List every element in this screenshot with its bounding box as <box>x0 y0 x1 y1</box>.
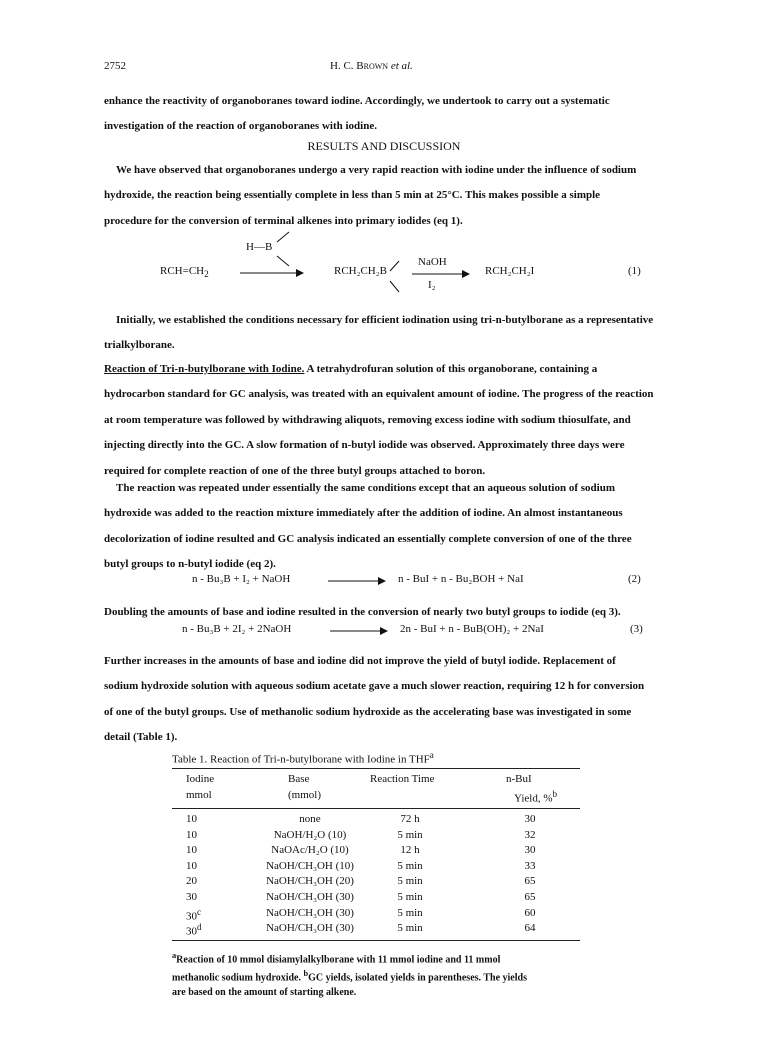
table-header-rule <box>172 808 580 809</box>
cell-time: 72 h <box>400 813 420 825</box>
col-header-time: Reaction Time <box>370 773 435 785</box>
cell-iodine: 30$^d$ <box>186 922 202 938</box>
text-line: detail (Table 1). <box>104 731 178 744</box>
eq1-iodine: I₂ <box>428 279 436 291</box>
cell-yield: 33 <box>524 859 536 872</box>
footnote-line: are based on the amount of starting alkene. <box>172 986 357 998</box>
eq2-reactants: n - Bu₃B + I₂ + NaOH <box>192 573 291 585</box>
cell-iodine: 20 <box>186 875 197 888</box>
text-line: hydroxide was added to the reaction mixture immediately after the addition of iodine. An almost instantaneous <box>104 507 623 520</box>
cell-iodine: 30 <box>186 891 197 903</box>
text-line: hydrocarbon standard for GC analysis, was treated with an equivalent amount of iodine. The progress of the reaction <box>104 388 654 401</box>
eq3-reactants: n - Bu₃B + 2I₂ + 2NaOH <box>182 623 292 635</box>
eq1-reactant <box>160 265 209 279</box>
eq3-products: 2n - BuI + n - BuB(OH)₂ + 2NaI <box>400 623 544 635</box>
page-number: 2752 <box>104 60 126 72</box>
cell-iodine: 10 <box>186 828 197 841</box>
col-header-iodine: Iodine <box>186 773 215 785</box>
eq1-reactant-sub: 2 <box>204 269 209 280</box>
cell-iodine: 30$^c$ <box>186 906 202 923</box>
footnote-b-mark: b <box>303 969 309 979</box>
table-caption <box>172 750 434 766</box>
header-author: H. C. Brown <box>330 60 389 72</box>
text-line: hydroxide, the reaction being essentially complete in less than 5 min at 25°C. This makes possible a simple <box>104 189 601 202</box>
yield-unit-text: Yield, % <box>514 792 553 805</box>
eq3-arrow <box>330 624 390 638</box>
subsection-heading: Reaction of Tri-n-butylborane with Iodine. <box>104 363 305 375</box>
text-line: sodium hydroxide solution with aqueous sodium acetate gave a much slower reaction, requiring 12 h for conversion <box>104 680 645 693</box>
text-line: of one of the butyl groups. Use of methanolic sodium hydroxide as the accelerating base was investigated in some <box>104 705 632 718</box>
table-caption-text: Table 1. Reaction of Tri-n-butylborane with Iodine in THF <box>172 753 430 766</box>
cell-base: NaOH/CH₃OH (10) <box>266 859 354 872</box>
cell-yield: 64 <box>524 922 536 935</box>
cell-base: NaOH/H₂O (10) <box>273 828 347 841</box>
cell-base: NaOH/CH₃OH (20) <box>266 875 354 888</box>
cell-iodine-sup: d <box>197 922 202 933</box>
tributylborane-paragraph <box>104 357 660 484</box>
cell-base: none <box>299 813 321 825</box>
eq1-product: RCH₂CH₂I <box>485 265 535 277</box>
eq2-arrow <box>328 574 388 588</box>
cell-time: 5 min <box>397 828 423 841</box>
text-line: procedure for the conversion of terminal alkenes into primary iodides (eq 1). <box>104 214 463 227</box>
eq2-number: (2) <box>628 573 641 585</box>
col-header-base-unit: (mmol) <box>288 789 321 801</box>
cell-yield: 30 <box>524 844 536 857</box>
intro-paragraph <box>104 89 660 140</box>
col-header-yield: n-BuI <box>506 773 532 785</box>
cell-base: NaOH/CH₃OH (30) <box>266 922 354 935</box>
footnote-a-mark: a <box>172 951 177 960</box>
results-paragraph <box>104 158 660 234</box>
cell-yield: 60 <box>524 906 536 919</box>
col-header-base: Base <box>288 773 310 785</box>
table-caption-sup: a <box>429 750 434 760</box>
text-line: required for complete reaction of one of the three butyl groups attached to boron. <box>104 464 486 477</box>
text-line: at room temperature was followed by withdrawing aliquots, removing excess iodine with sodium thiosulfate, and <box>104 413 631 426</box>
repeat-paragraph <box>104 476 660 578</box>
section-title: RESULTS AND DISCUSSION <box>307 139 461 153</box>
cell-time: 5 min <box>397 922 423 935</box>
cell-base: NaOH/CH₃OH (30) <box>266 906 354 919</box>
col-header-yield-unit <box>514 789 557 805</box>
cell-time: 5 min <box>397 906 423 919</box>
text-span: A tetrahydrofuran solution of this organoborane, containing a <box>304 363 598 375</box>
footnote-a-text: Reaction of 10 mmol disiamylalkylborane with 11 mmol iodine and 11 mmol <box>176 954 501 966</box>
text-line: enhance the reactivity of organoboranes toward iodine. Accordingly, we undertook to carry out a systematic <box>104 95 610 107</box>
eq2-products: n - BuI + n - Bu₂BOH + NaI <box>398 573 524 585</box>
footnote-line <box>172 949 582 967</box>
text-line: investigation of the reaction of organoboranes with iodine. <box>104 120 377 133</box>
cell-time: 12 h <box>400 844 420 857</box>
footnote-line <box>172 967 582 985</box>
footnote-a-text-2: methanolic sodium hydroxide. <box>172 972 301 984</box>
eq1-number: (1) <box>628 265 641 277</box>
eq1-naoh: NaOH <box>418 256 447 268</box>
table-top-rule <box>172 768 580 769</box>
text-line: Further increases in the amounts of base and iodine did not improve the yield of butyl iodide. Replacement of <box>104 655 616 667</box>
cell-base: NaOH/CH₃OH (30) <box>266 891 354 903</box>
table-footnotes <box>172 949 582 1000</box>
header-etal: et al. <box>390 60 413 72</box>
cell-iodine-sup: c <box>197 906 202 917</box>
text-line: injecting directly into the GC. A slow formation of n-butyl iodide was observed. Approximately three days were <box>104 439 625 452</box>
eq1-arrow-1 <box>240 266 305 280</box>
eq3-number: (3) <box>630 623 643 635</box>
eq1-intermediate: RCH₂CH₂B <box>334 265 387 277</box>
cell-base: NaOAc/H₂O (10) <box>271 844 349 857</box>
footnote-b-text: GC yields, isolated yields in parentheses. The yields <box>308 972 527 984</box>
text-line: Initially, we established the conditions necessary for efficient iodination using tri-n-butylborane as a representative <box>116 314 654 326</box>
text-line: trialkylborane. <box>104 339 175 352</box>
eq1-reagent: H—B <box>246 241 273 253</box>
text-line: Doubling the amounts of base and iodine resulted in the conversion of nearly two butyl groups to iodide (eq 3). <box>104 606 621 618</box>
eq1-reactant-text: RCH=CH <box>160 265 205 277</box>
running-header <box>330 60 413 72</box>
eq1-boron-bonds <box>382 255 408 297</box>
cell-yield: 30 <box>524 813 536 825</box>
cell-yield: 65 <box>524 875 536 888</box>
table-bottom-rule <box>172 940 580 941</box>
cell-iodine: 10 <box>186 859 197 872</box>
col-header-iodine-unit: mmol <box>186 789 212 801</box>
cell-time: 5 min <box>397 891 423 903</box>
cell-yield: 32 <box>524 828 536 841</box>
cell-yield: 65 <box>524 891 536 903</box>
yield-unit-sup: b <box>552 789 558 799</box>
text-line <box>104 357 660 382</box>
text-line: The reaction was repeated under essentially the same conditions except that an aqueous solution of sodium <box>116 482 615 494</box>
text-line: decolorization of iodine resulted and GC analysis indicated an essentially complete conversion of one of the three <box>104 532 632 545</box>
further-paragraph <box>104 649 660 751</box>
text-line: We have observed that organoboranes undergo a very rapid reaction with iodine under the influence of sodium <box>116 164 637 176</box>
eq1-arrow-2 <box>412 267 472 281</box>
initial-paragraph <box>104 308 660 359</box>
doubling-paragraph <box>104 600 660 625</box>
cell-time: 5 min <box>397 875 423 888</box>
cell-iodine: 10 <box>186 813 197 825</box>
cell-iodine: 10 <box>186 844 197 857</box>
text-line: butyl groups to n-butyl iodide (eq 2). <box>104 558 276 571</box>
cell-time: 5 min <box>397 859 423 872</box>
